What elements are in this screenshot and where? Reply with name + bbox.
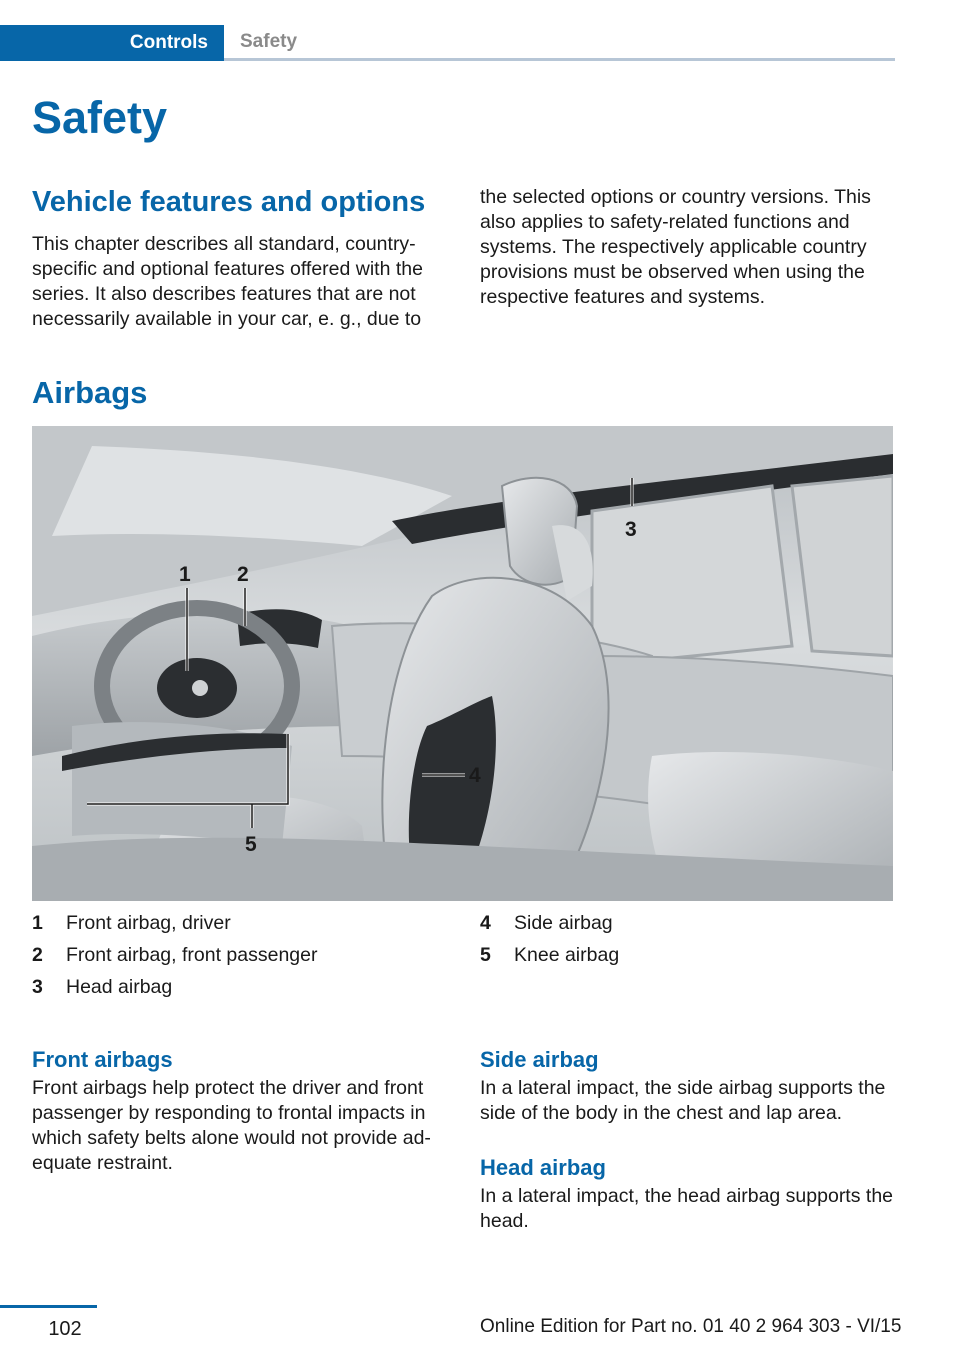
page-title: Safety	[32, 92, 168, 143]
callout-2: 2	[237, 563, 249, 586]
legend-label: Head airbag	[66, 976, 173, 998]
legend-number: 1	[32, 912, 43, 934]
callout-1: 1	[179, 563, 191, 586]
header-tabbar	[0, 25, 895, 61]
airbag-legend-left	[32, 912, 452, 1008]
legend-item	[480, 944, 900, 976]
intro-column-left	[32, 232, 444, 332]
intro-text-left: This chapter describes all standard, country-specific and optional features offered with the series. It also describes features that are not necessarily available in your car, e. g., due to	[32, 233, 423, 330]
page-number: 102	[48, 1318, 82, 1340]
head-airbag-text: In a lateral impact, the head airbag supports the head.	[480, 1185, 894, 1232]
side-airbag-section	[480, 1046, 895, 1126]
callout-3: 3	[625, 518, 637, 541]
legend-item	[32, 944, 452, 976]
airbag-illustration	[32, 426, 893, 901]
callout-5: 5	[245, 833, 257, 856]
legend-number: 3	[32, 976, 43, 998]
legend-label: Front airbag, driver	[66, 912, 231, 934]
footer-edition: Online Edition for Part no. 01 40 2 964 303 - VI/15	[480, 1316, 902, 1337]
footer-rule	[0, 1305, 97, 1308]
legend-item	[480, 912, 900, 944]
airbags-title: Airbags	[32, 375, 148, 410]
legend-number: 4	[480, 912, 491, 934]
section-title-vehicle-features: Vehicle features and options	[32, 186, 426, 218]
side-airbag-title: Side airbag	[480, 1047, 599, 1072]
head-airbag-title: Head airbag	[480, 1155, 606, 1180]
front-airbags-title: Front airbags	[32, 1047, 173, 1072]
callout-4: 4	[469, 764, 481, 787]
front-airbags-section	[32, 1046, 447, 1176]
intro-text-right: the selected options or country versions. This also applies to safety-related functions and systems. The respectively applicable country provisions must be observed when using the respective features and systems.	[480, 186, 871, 308]
intro-column-right	[480, 185, 892, 310]
legend-number: 5	[480, 944, 491, 966]
head-airbag-section	[480, 1154, 895, 1234]
legend-item	[32, 912, 452, 944]
side-airbag-text: In a lateral impact, the side airbag supports the side of the body in the chest and lap area.	[480, 1077, 886, 1124]
airbag-legend-right	[480, 912, 900, 976]
front-airbags-text: Front airbags help protect the driver and front passenger by responding to frontal impacts in which safety belts alone would not provide ad-equate restraint.	[32, 1077, 431, 1174]
legend-label: Knee airbag	[514, 944, 620, 966]
tab-controls[interactable]: Controls	[0, 25, 224, 61]
legend-label: Side airbag	[514, 912, 613, 934]
tab-safety[interactable]: Safety	[224, 25, 895, 61]
legend-label: Front airbag, front passenger	[66, 944, 318, 966]
legend-item	[32, 976, 452, 1008]
legend-number: 2	[32, 944, 43, 966]
